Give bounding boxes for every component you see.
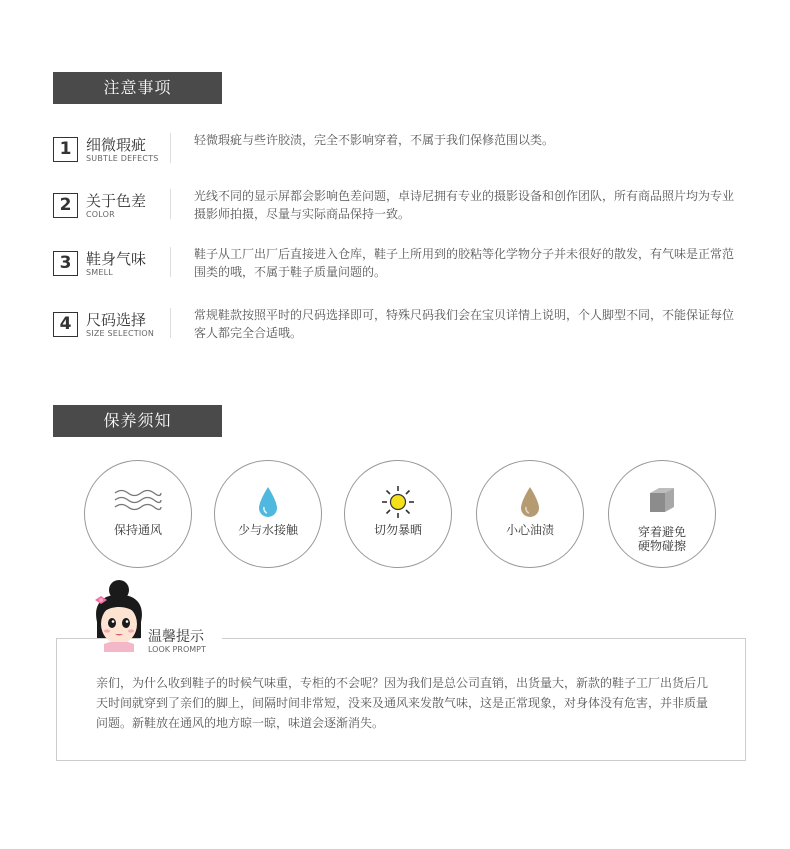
item-title: 尺码选择: [86, 311, 147, 329]
item-description: 常规鞋款按照平时的尺码选择即可，特殊尺码我们会在宝贝详情上说明，个人脚型不同，不能保证每位客人都完全合适哦。: [194, 308, 735, 340]
care-item-hard-objects: [608, 460, 716, 568]
item-title: 细微瑕疵: [86, 136, 147, 154]
item-number: 2: [53, 193, 78, 218]
divider: [170, 247, 171, 277]
water-drop-icon: [215, 485, 321, 519]
item-subtitle: SIZE SELECTION: [86, 329, 155, 338]
care-item-water: [214, 460, 322, 568]
care-label: 保持通风: [113, 523, 162, 537]
item-subtitle: SMELL: [86, 268, 113, 277]
tip-text: 亲们，为什么收到鞋子的时候气味重，专柜的不会呢？因为我们是总公司直销，出货量大，新款的鞋子工厂出货后几天时间就穿到了亲们的脚上，间隔时间非常短，没来及通风来发散气味，这是正常现象，对身体没有危害，并非质量问题。新鞋放在通风的地方晾一晾，味道会逐渐消失。: [96, 676, 709, 730]
care-item-ventilation: [84, 460, 192, 568]
item-number: 1: [53, 137, 78, 162]
care-label: 少与水接触: [237, 523, 298, 537]
sun-icon: [345, 485, 451, 519]
item-number: 3: [53, 251, 78, 276]
care-item-sun: [344, 460, 452, 568]
item-subtitle: SUBTLE DEFECTS: [86, 154, 159, 163]
care-item-oil: [476, 460, 584, 568]
tip-subtitle: LOOK PROMPT: [148, 645, 206, 654]
wind-icon: [85, 485, 191, 519]
care-section-header: 保养须知: [53, 405, 222, 437]
cube-icon: [609, 485, 715, 519]
oil-drop-icon: [477, 485, 583, 519]
tip-title: 温馨提示: [148, 629, 204, 645]
item-description: 鞋子从工厂出厂后直接进入仓库，鞋子上所用到的胶粘等化学物分子并未很好的散发，有气味是正常范围类的哦，不属于鞋子质量问题的。: [194, 247, 735, 279]
girl-mascot-icon: [88, 578, 150, 654]
item-title: 鞋身气味: [86, 250, 147, 268]
item-number: 4: [53, 312, 78, 337]
divider: [170, 308, 171, 338]
divider: [170, 189, 171, 219]
item-subtitle: COLOR: [86, 210, 115, 219]
care-label: 切勿暴晒: [373, 523, 422, 537]
item-description: 轻微瑕疵与些许胶渍，完全不影响穿着，不属于我们保修范围以类。: [194, 133, 555, 147]
care-label: 小心油渍: [505, 523, 554, 537]
item-description: 光线不同的显示屏都会影响色差问题，卓诗尼拥有专业的摄影设备和创作团队，所有商品照片均为专业摄影师拍摄，尽量与实际商品保持一致。: [194, 189, 735, 221]
care-label: 穿着避免 硬物碰擦: [637, 525, 686, 553]
divider: [170, 133, 171, 163]
item-title: 关于色差: [86, 192, 147, 210]
notice-section-header: 注意事项: [53, 72, 222, 104]
